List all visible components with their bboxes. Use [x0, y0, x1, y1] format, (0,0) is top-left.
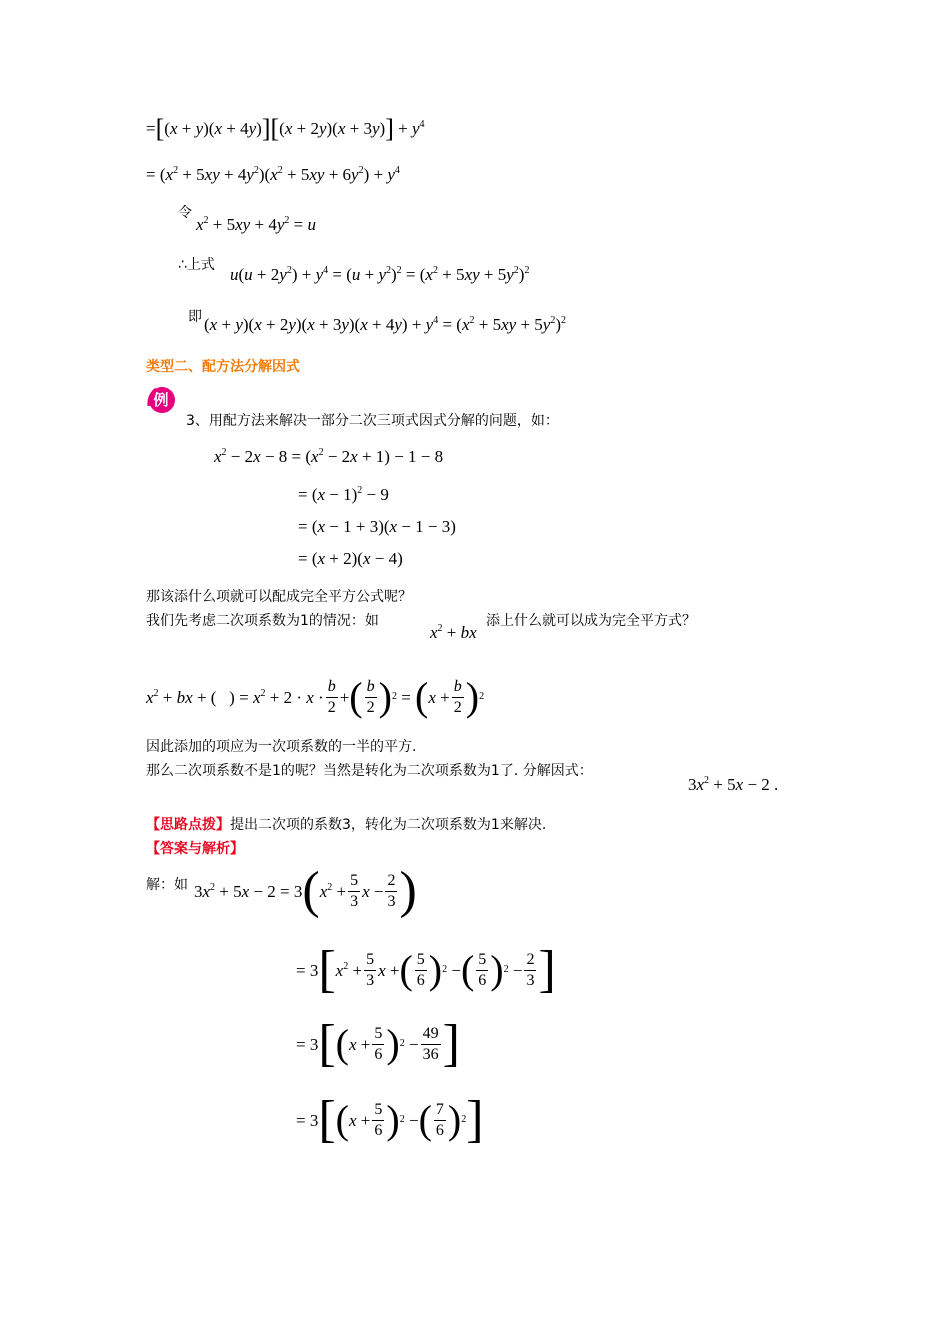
- expansion-line-1: $=[(x + y)(x + 4y)][(x + 2y)(x + 3y)] + y^4$: [146, 114, 425, 143]
- question-1: 那该添什么项就可以配成完全平方公式呢？: [146, 589, 412, 605]
- solution-label: 解：如: [146, 877, 188, 893]
- factor-target-expression: $3x^2 + 5x - 2$ .: [688, 775, 779, 794]
- question-3: 那么二次项系数不是1的呢？当然是转化为二次项系数为1了. 分解因式：: [146, 763, 593, 779]
- section-heading: 类型二、配方法分解因式: [146, 359, 300, 375]
- hint-label: 【思路点拨】: [146, 817, 230, 833]
- ie-equation: $(x + y)(x + 2y)(x + 3y)(x + 4y) + y^4 = (x^2 + 5xy + 5y^2)^2$: [204, 315, 566, 334]
- square-step-1: $x^2 - 2x - 8 = (x^2 - 2x + 1) - 1 - 8$: [214, 447, 444, 466]
- example-intro: 3、用配方法来解决一部分二次三项式因式分解的问题，如：: [186, 413, 559, 429]
- substitution-equation: $x^2 + 5xy + 4y^2 = u$: [196, 215, 316, 234]
- therefore-equation: $u(u + 2y^2) + y^4 = (u + y^2)^2 = (x^2 + 5xy + 5y^2)^2$: [230, 265, 530, 284]
- square-step-2: = $(x - 1)^2 - 9$: [298, 485, 389, 504]
- half-coefficient-formula: $x^2$ + bx + ( ) = $x^2 + 2 \cdot x$ · $\frac{b}{2}$ + ( $\frac{b}{2}$ ) 2 = ( x + $\frac{b}{2}$ ) 2: [146, 674, 485, 719]
- hint-text: 提出二次项的系数3，转化为二次项系数为1来解决.: [230, 817, 547, 833]
- solution-step-1: $3x^2 + 5x - 2 = 3$ ( $x^2$ + $\frac{5}{3}$ x − $\frac{2}{3}$ ): [194, 862, 417, 919]
- question-2-b: 添上什么就可以成为完全平方式？: [486, 613, 696, 629]
- let-label: 令: [178, 205, 192, 221]
- conclusion-text: 因此添加的项应为一次项系数的一半的平方.: [146, 739, 417, 755]
- example-badge-text: 例: [153, 391, 169, 409]
- hint-line: [146, 814, 546, 834]
- question-2-a: 我们先考虑二次项系数为1的情况：如: [146, 613, 379, 629]
- answer-label: 【答案与解析】: [146, 841, 244, 857]
- square-step-3: = (x − 1 + 3)(x − 1 − 3): [298, 517, 456, 536]
- solution-step-2: = 3 [ $x^2$ + $\frac{5}{3}$ x + ( $\frac{5}{6}$ ) 2 − ( $\frac{5}{6}$ ) 2 − $\frac{2}{3}$ ]: [296, 941, 556, 998]
- solution-step-3: = 3 [ ( x + $\frac{5}{6}$ ) 2 − $\frac{49}{36}$ ]: [296, 1015, 460, 1072]
- example-badge-icon: [146, 384, 176, 414]
- square-step-4: = (x + 2)(x − 4): [298, 549, 403, 568]
- ie-label: 即: [188, 309, 202, 325]
- solution-step-4: = 3 [ ( x + $\frac{5}{6}$ ) 2 − ( $\frac{7}{6}$ ) 2 ]: [296, 1091, 484, 1148]
- therefore-label: ∴上式: [178, 257, 215, 273]
- expansion-line-2: = $(x^2 + 5xy + 4y^2)(x^2 + 5xy + 6y^2) + y^4$: [146, 165, 400, 184]
- question-2-expression: $x^2$ + bx: [430, 623, 477, 642]
